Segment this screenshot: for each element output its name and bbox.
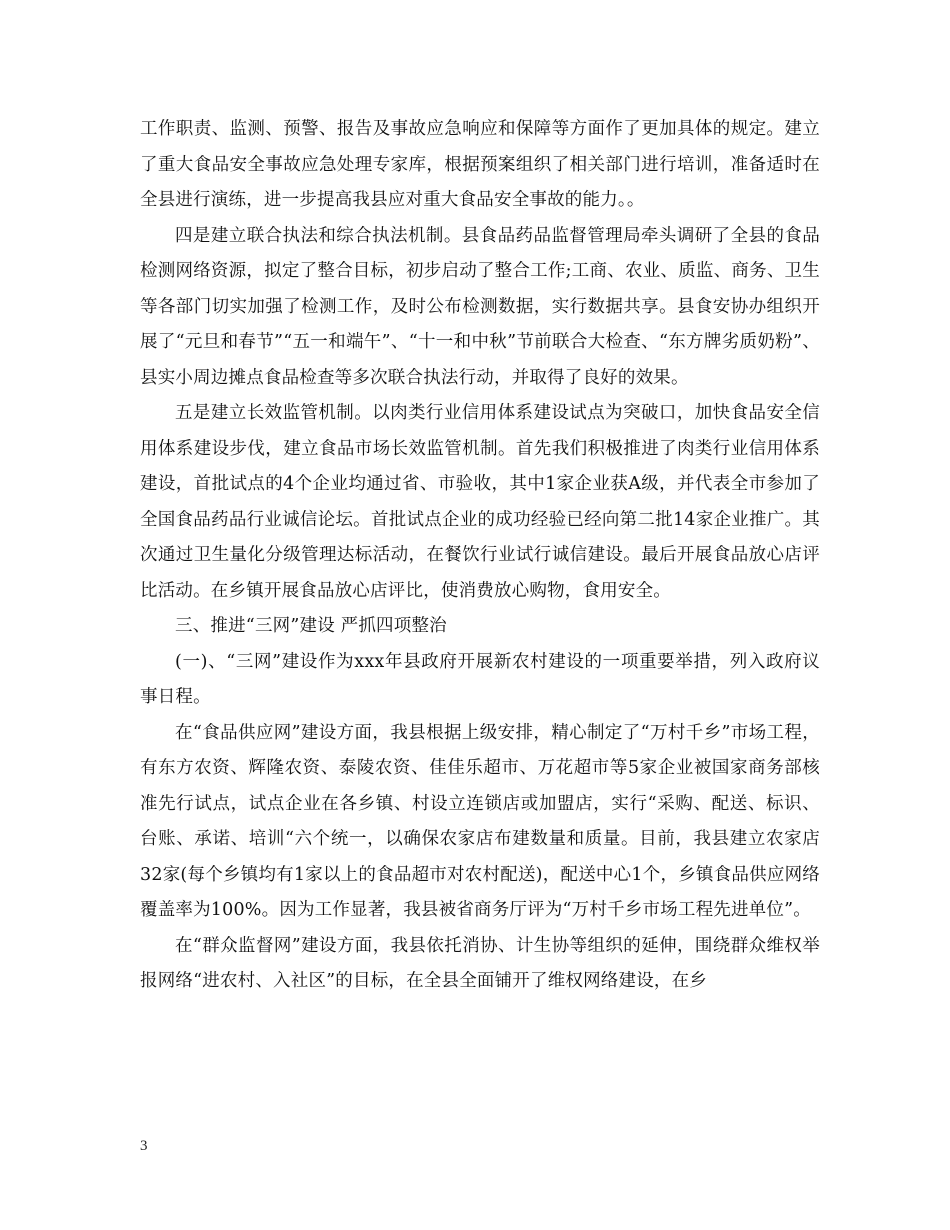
paragraph-continued: 工作职责、监测、预警、报告及事故应急响应和保障等方面作了更加具体的规定。建立了重大食品安全事故应急处理专家库，根据预案组织了相关部门进行培训，准备适时在全县进行演练，进一步提高我县应对重大食品安全事故的能力。。 [140,119,820,210]
paragraph-long-term-supervision: 五是建立长效监管机制。以肉类行业信用体系建设试点为突破口，加快食品安全信用体系建设步伐，建立食品市场长效监管机制。首先我们积极推进了肉类行业信用体系建设，首批试点的4个企业均通过省、市验收，其中1家企业获A级，并代表全市参加了全国食品药品行业诚信论坛。首批试点企业的成功经验已经向第二批14家企业推广。其次通过卫生量化分级管理达标活动，在餐饮行业试行诚信建设。最后开展食品放心店评比活动。在乡镇开展食品放心店评比，使消费放心购物，食用安全。 [140,403,820,601]
paragraph-joint-enforcement: 四是建立联合执法和综合执法机制。县食品药品监督管理局牵头调研了全县的食品检测网络资源，拟定了整合目标，初步启动了整合工作;工商、农业、质监、商务、卫生等各部门切实加强了检测工作，及时公布检测数据，实行数据共享。县食安协办组织开展了“元旦和春节”“五一和端午”、“十一和中秋”节前联合大检查、“东方牌劣质奶粉”、县实小周边摊点食品检查等多次联合执法行动，并取得了良好的效果。 [140,225,820,388]
paragraph-public-supervision-network: 在“群众监督网”建设方面，我县依托消协、计生协等组织的延伸，围绕群众维权举报网络“进农村、入社区”的目标，在全县全面铺开了维权网络建设，在乡 [140,935,820,991]
paragraph-food-supply-network: 在“食品供应网”建设方面，我县根据上级安排，精心制定了“万村千乡”市场工程，有东方农资、辉隆农资、泰陵农资、佳佳乐超市、万花超市等5家企业被国家商务部核准先行试点，试点企业在各乡镇、村设立连锁店或加盟店，实行“采购、配送、标识、台账、承诺、培训“六个统一，以确保农家店布建数量和质量。目前，我县建立农家店32家(每个乡镇均有1家以上的食品超市对农村配送)，配送中心1个，乡镇食品供应网络覆盖率为100%。因为工作显著，我县被省商务厅评为“万村千乡市场工程先进单位”。 [140,722,820,920]
paragraph-three-networks-intro: (一)、“三网”建设作为xxx年县政府开展新农村建设的一项重要举措，列入政府议事日程。 [140,651,820,707]
document-body [140,112,820,1000]
page-number: 3 [140,1138,148,1154]
section-heading-three-networks: 三、推进“三网”建设 严抓四项整治 [175,616,447,636]
